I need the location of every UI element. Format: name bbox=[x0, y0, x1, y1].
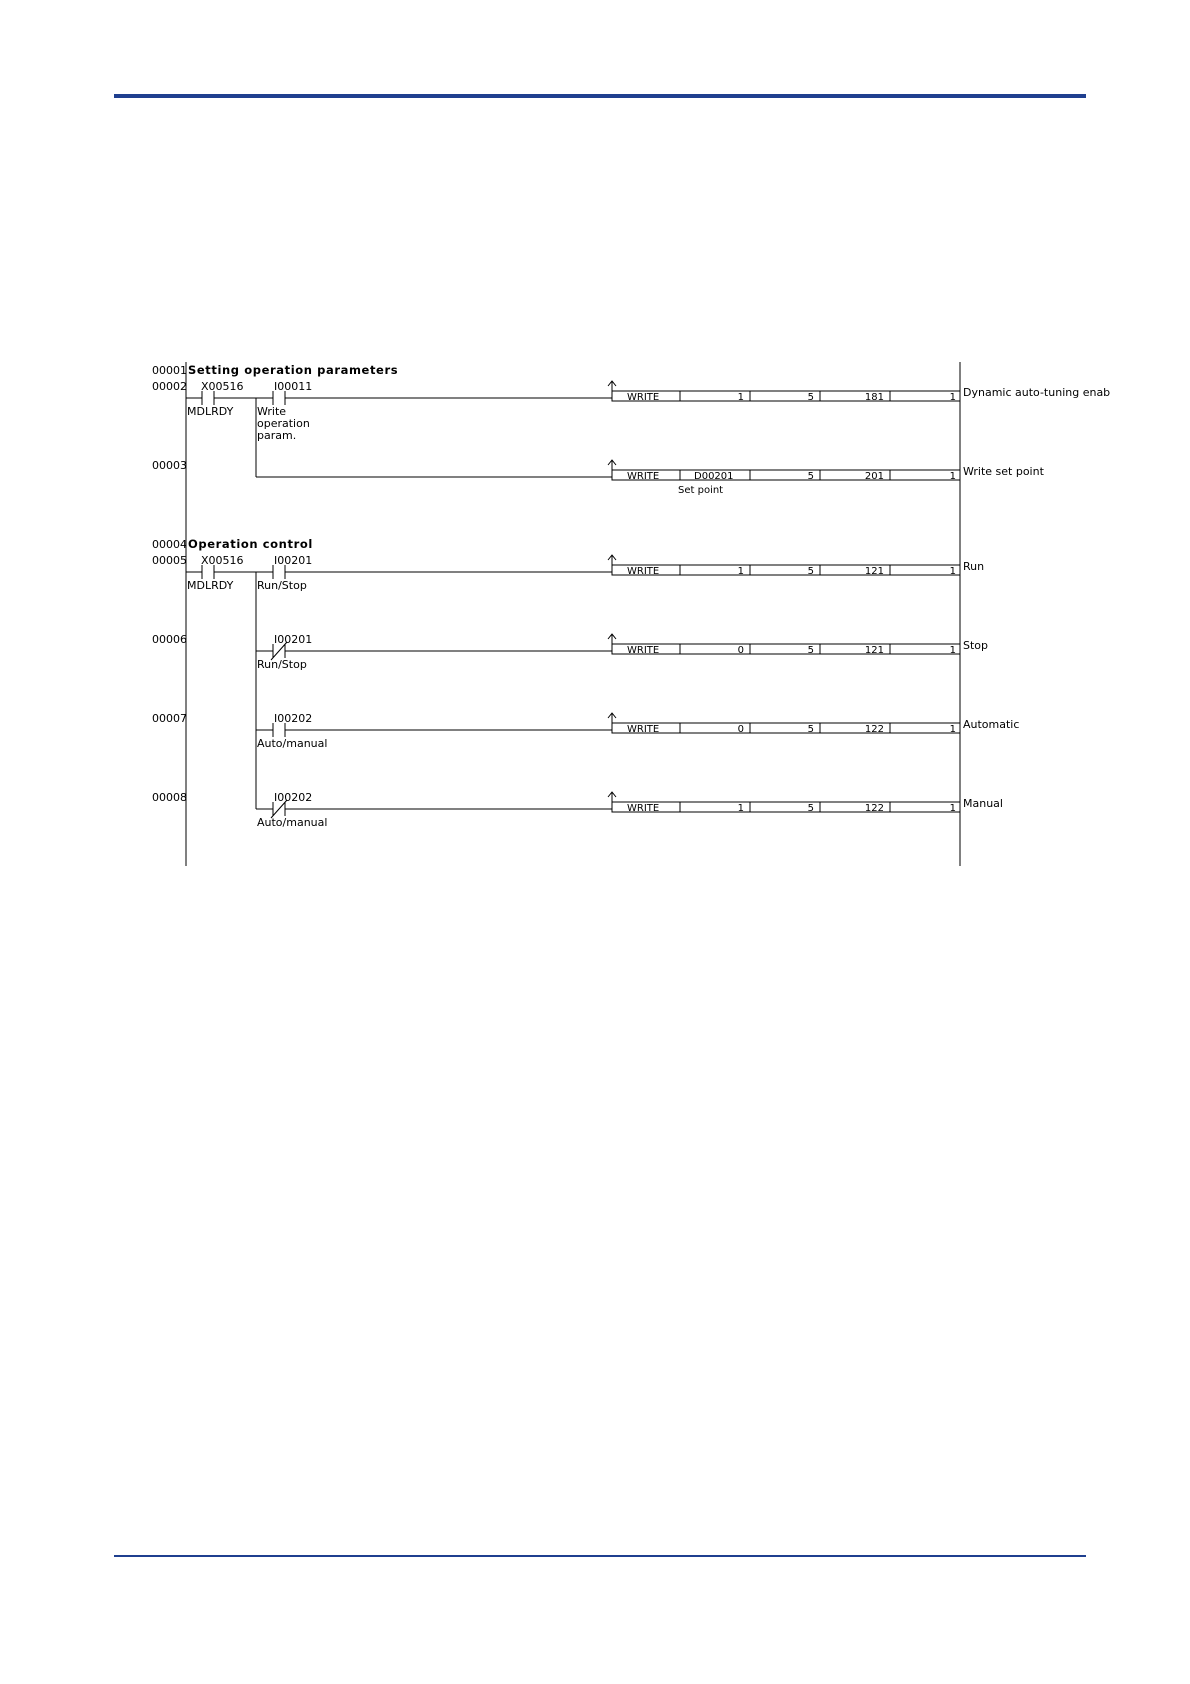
write-command: WRITE bbox=[627, 392, 660, 403]
write-param-3: 122 bbox=[864, 803, 884, 814]
contact-comment: param. bbox=[257, 429, 297, 442]
contact-comment: Auto/manual bbox=[257, 737, 328, 750]
coil-comment: Write set point bbox=[963, 465, 1044, 478]
coil-comment: Automatic bbox=[963, 718, 1020, 731]
write-param-2: 5 bbox=[807, 645, 814, 656]
contact-address: I00201 bbox=[274, 633, 313, 646]
write-block-2 bbox=[608, 460, 960, 480]
contact-address: X00516 bbox=[201, 380, 244, 393]
step-number: 00006 bbox=[152, 633, 187, 646]
write-command: WRITE bbox=[627, 471, 660, 482]
contact-address: I00202 bbox=[274, 791, 313, 804]
write-block-4 bbox=[608, 634, 960, 654]
contact-comment: Run/Stop bbox=[257, 658, 307, 671]
write-param-3: 122 bbox=[864, 724, 884, 735]
write-param-2: 5 bbox=[807, 566, 814, 577]
write-command: WRITE bbox=[627, 566, 660, 577]
contact-address: I00202 bbox=[274, 712, 313, 725]
section-title-operation: Operation control bbox=[188, 537, 313, 551]
step-number: 00001 bbox=[152, 364, 187, 377]
write-param-2: 5 bbox=[807, 803, 814, 814]
write-block-5 bbox=[608, 713, 960, 733]
write-param-1: D00201 bbox=[694, 471, 734, 482]
write-param-4: 1 bbox=[949, 803, 956, 814]
write-param-4: 1 bbox=[949, 471, 956, 482]
write-param-note: Set point bbox=[678, 485, 724, 496]
write-param-2: 5 bbox=[807, 724, 814, 735]
write-param-1: 1 bbox=[737, 566, 744, 577]
write-block-6 bbox=[608, 792, 960, 812]
write-param-4: 1 bbox=[949, 724, 956, 735]
contact-address: I00011 bbox=[274, 380, 313, 393]
contact-comment: operation bbox=[257, 417, 310, 430]
coil-comment: Manual bbox=[963, 797, 1003, 810]
coil-comment: Dynamic auto-tuning enab bbox=[963, 386, 1111, 399]
write-param-3: 121 bbox=[864, 566, 884, 577]
contact-comment: Auto/manual bbox=[257, 816, 328, 829]
contact-comment: MDLRDY bbox=[187, 579, 234, 592]
write-command: WRITE bbox=[627, 724, 660, 735]
step-number: 00005 bbox=[152, 554, 187, 567]
write-param-4: 1 bbox=[949, 566, 956, 577]
step-number: 00003 bbox=[152, 459, 187, 472]
coil-comment: Run bbox=[963, 560, 985, 573]
contact-comment: Run/Stop bbox=[257, 579, 307, 592]
step-number: 00007 bbox=[152, 712, 187, 725]
write-command: WRITE bbox=[627, 803, 660, 814]
write-command: WRITE bbox=[627, 645, 660, 656]
write-block-3 bbox=[608, 555, 960, 575]
step-number: 00004 bbox=[152, 538, 187, 551]
write-param-3: 181 bbox=[864, 392, 884, 403]
contact-comment: Write bbox=[257, 405, 287, 418]
step-number: 00008 bbox=[152, 791, 187, 804]
write-param-4: 1 bbox=[949, 392, 956, 403]
section-title-setting: Setting operation parameters bbox=[188, 363, 399, 377]
step-number: 00002 bbox=[152, 380, 187, 393]
footer-rule bbox=[114, 1555, 1086, 1557]
write-param-1: 0 bbox=[737, 724, 744, 735]
write-param-4: 1 bbox=[949, 645, 956, 656]
write-param-1: 1 bbox=[737, 803, 744, 814]
write-block-1 bbox=[608, 381, 960, 401]
write-param-1: 0 bbox=[737, 645, 744, 656]
write-param-2: 5 bbox=[807, 392, 814, 403]
contact-address: X00516 bbox=[201, 554, 244, 567]
write-param-3: 201 bbox=[864, 471, 884, 482]
write-param-3: 121 bbox=[864, 645, 884, 656]
contact-comment: MDLRDY bbox=[187, 405, 234, 418]
contact-address: I00201 bbox=[274, 554, 313, 567]
coil-comment: Stop bbox=[963, 639, 989, 652]
write-param-2: 5 bbox=[807, 471, 814, 482]
write-param-1: 1 bbox=[737, 392, 744, 403]
